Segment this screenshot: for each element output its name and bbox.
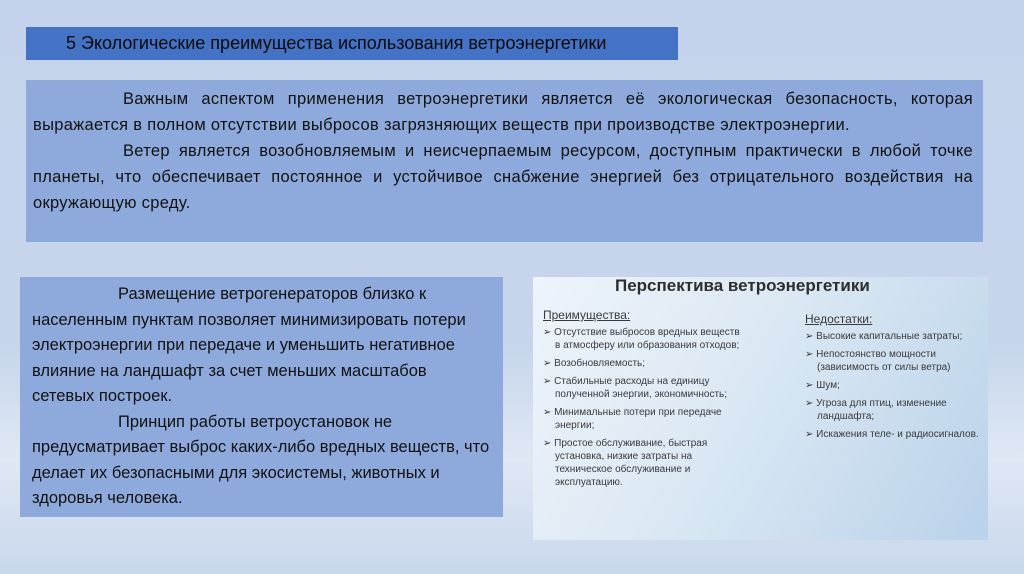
list-item: ➢ Минимальные потери при передаче энергии;	[543, 406, 743, 432]
pros-heading: Преимущества:	[543, 308, 631, 322]
list-item: ➢ Угроза для птиц, изменение ландшафта;	[805, 397, 980, 423]
list-item: ➢ Стабильные расходы на единицу полученной энергии, экономичность;	[543, 375, 743, 401]
intro-text-box	[26, 80, 983, 242]
image-title: Перспектива ветроэнергетики	[615, 276, 870, 295]
paragraph: Размещение ветрогенераторов близко к населенным пунктам позволяет минимизировать потери электроэнергии при передаче и уменьшить негативное влияние на ландшафт за счет меньших масштабов сетевых построек.	[32, 285, 466, 405]
wind-energy-prospects-image	[533, 277, 988, 540]
paragraph: Принцип работы ветроустановок не предусматривает выброс каких-либо вредных веществ, что делает их безопасными для экосистемы, животных и здоровья человека.	[32, 412, 490, 507]
paragraph: Ветер является возобновляемым и неисчерпаемым ресурсом, доступным практически в любой точке планеты, что обеспечивает постоянное и устойчивое снабжение энергией без отрицательного воздействия на окружающую среду.	[33, 142, 973, 212]
cons-heading: Недостатки:	[805, 312, 873, 326]
list-item: ➢ Возобновляемость;	[543, 357, 743, 370]
pros-column	[543, 309, 743, 494]
list-item: ➢ Отсутствие выбросов вредных веществ в атмосферу или образования отходов;	[543, 326, 743, 352]
paragraph: Важным аспектом применения ветроэнергетики является её экологическая безопасность, которая выражается в полном отсутствии выбросов загрязняющих веществ при производстве электроэнергии.	[33, 90, 973, 134]
list-item: ➢ Простое обслуживание, быстрая установка, низкие затраты на техническое обслуживание и эксплуатацию.	[543, 437, 743, 489]
list-item: ➢ Шум;	[805, 379, 980, 392]
list-item: ➢ Высокие капитальные затраты;	[805, 330, 980, 343]
cons-column	[805, 313, 980, 446]
placement-text-box	[20, 277, 503, 517]
list-item: ➢ Искажения теле- и радиосигналов.	[805, 428, 980, 441]
list-item: ➢ Непостоянство мощности (зависимость от силы ветра)	[805, 348, 980, 374]
slide-title: 5 Экологические преимущества использования ветроэнергетики	[26, 27, 678, 60]
